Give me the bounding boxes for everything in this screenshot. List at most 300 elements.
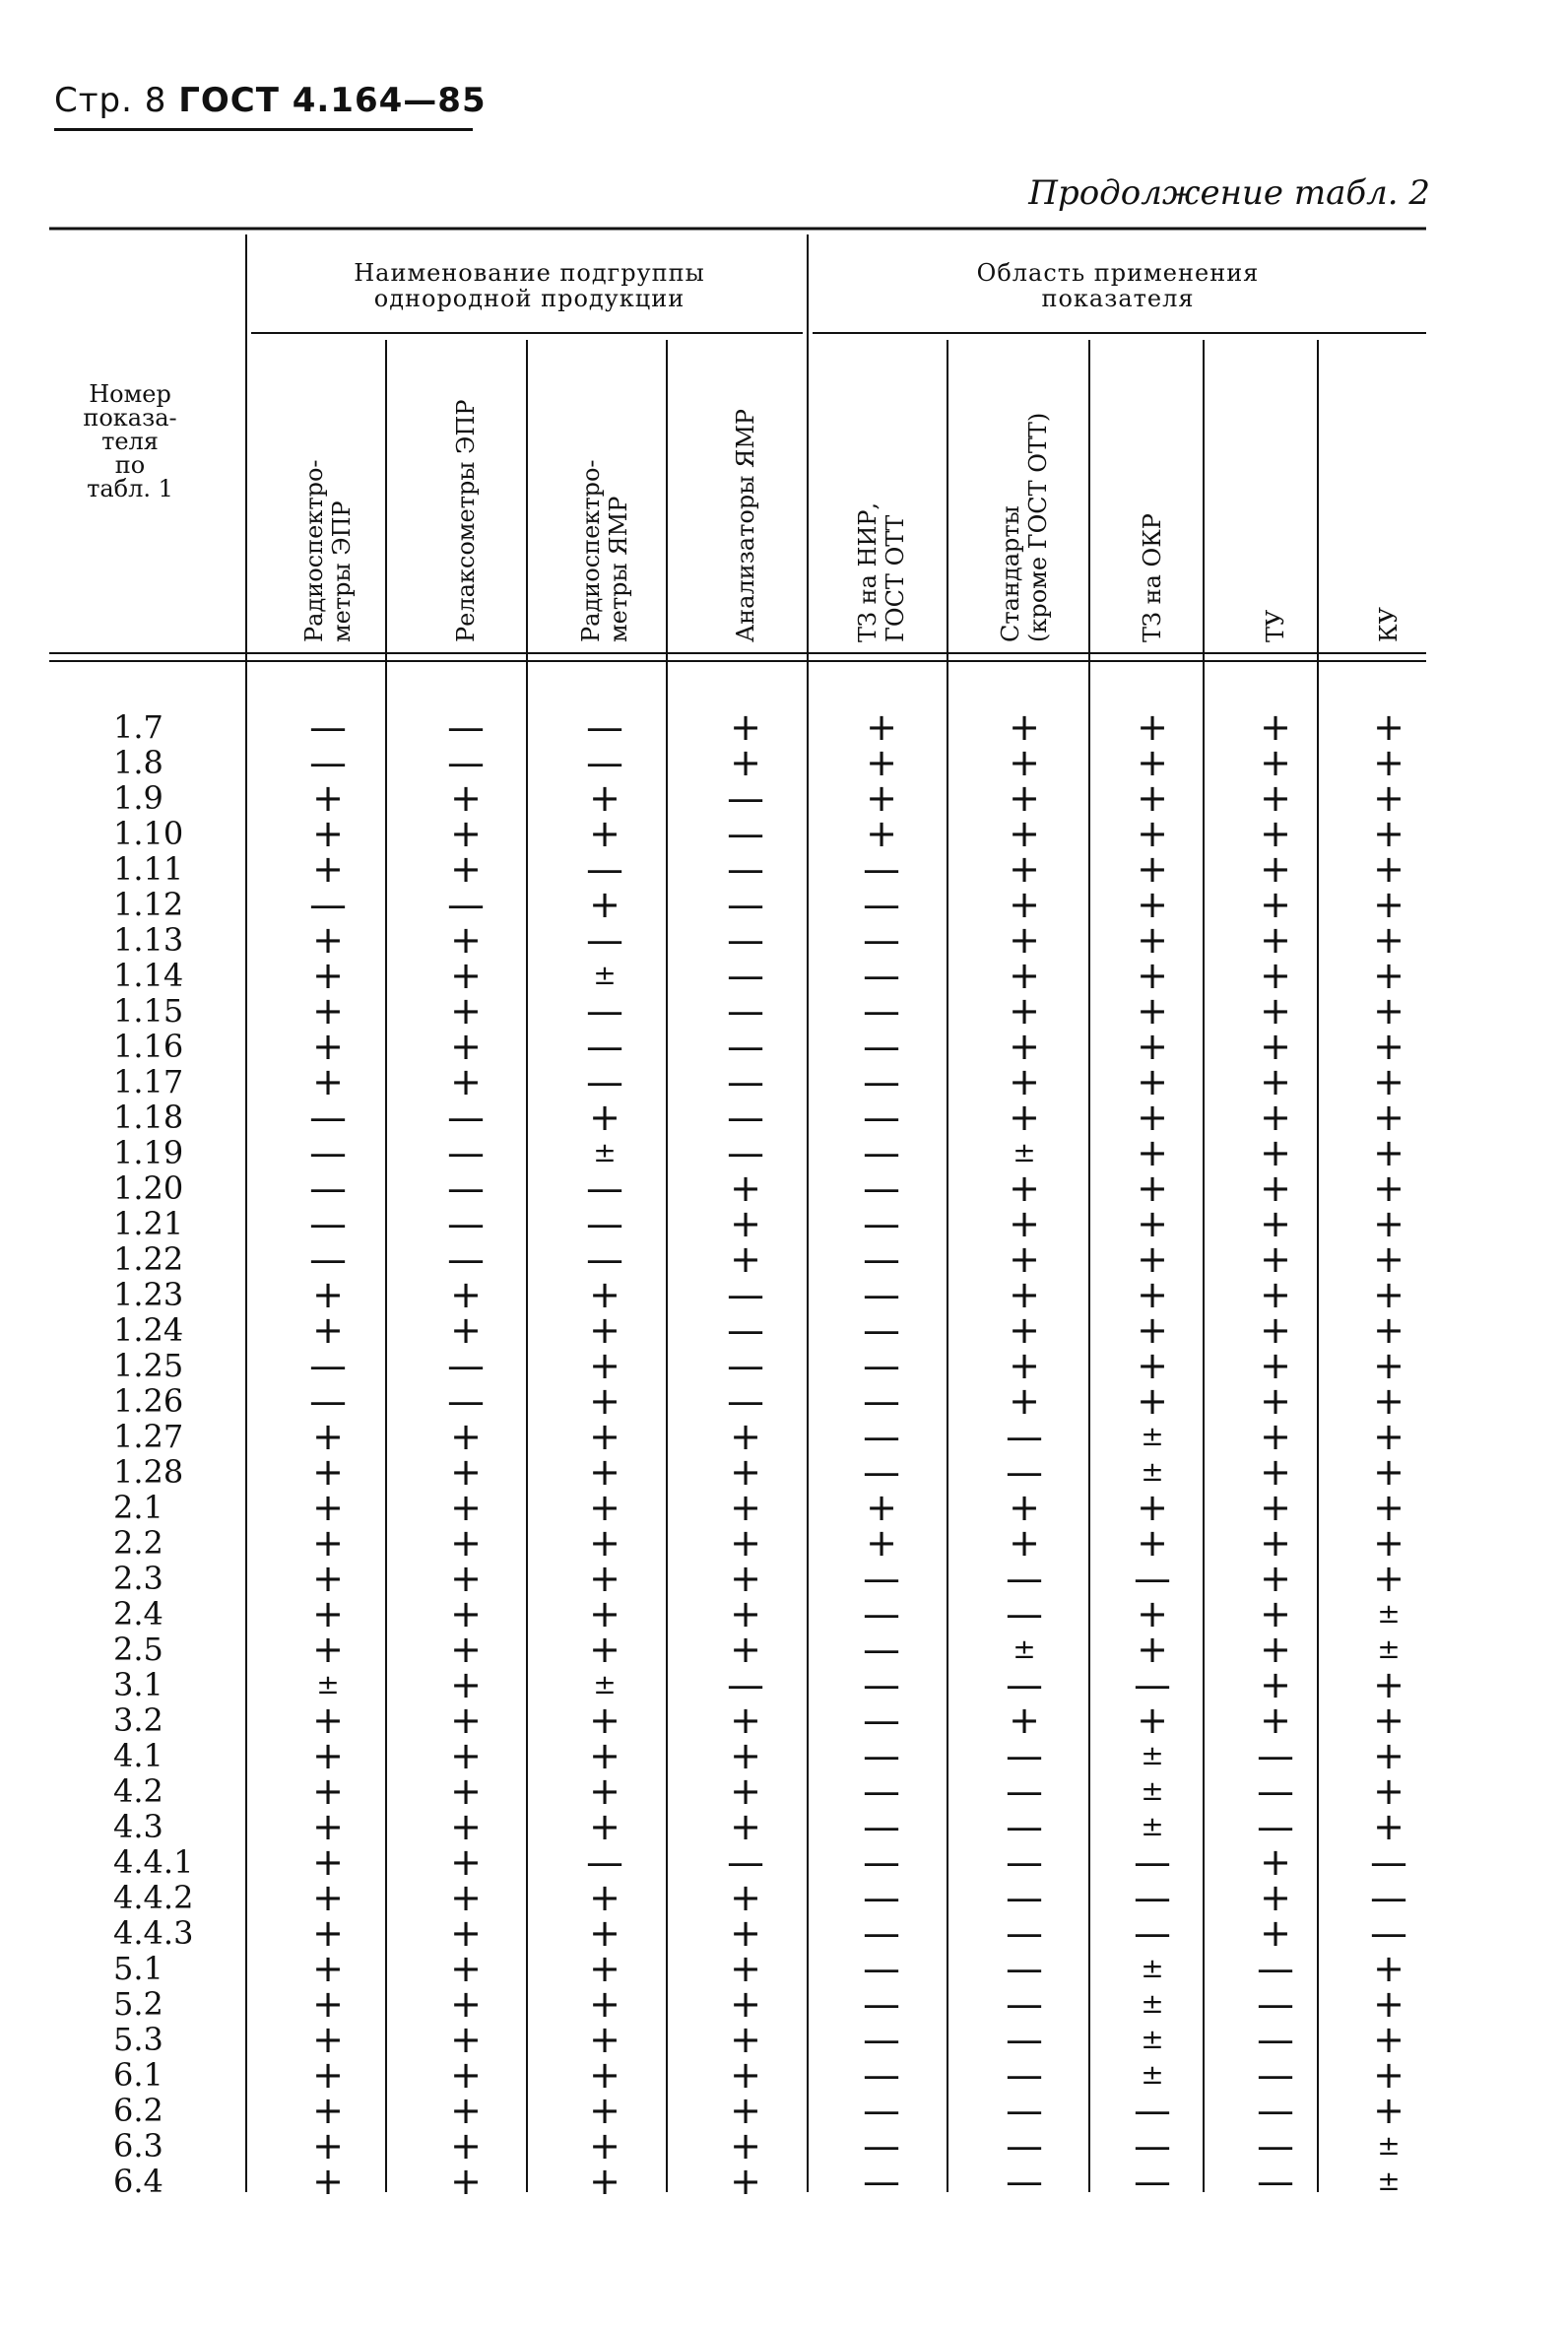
table-cell: — bbox=[1006, 2124, 1043, 2167]
table-cell: — bbox=[863, 2124, 900, 2167]
table-cell: + bbox=[1260, 812, 1291, 855]
table-cell: + bbox=[312, 2124, 344, 2167]
table-cell: — bbox=[447, 1237, 485, 1281]
table-cell: + bbox=[589, 2053, 621, 2097]
table-cell: + bbox=[1137, 954, 1168, 997]
area-heading-line: показателя bbox=[1041, 285, 1195, 312]
table-cell: + bbox=[1137, 1379, 1168, 1423]
table-cell: — bbox=[586, 989, 623, 1033]
row-number: 1.22 bbox=[113, 1240, 184, 1278]
table-cell: + bbox=[312, 1876, 344, 1919]
table-cell: + bbox=[1009, 1379, 1040, 1423]
row-number: 4.3 bbox=[113, 1808, 163, 1845]
table-cell: + bbox=[312, 1947, 344, 1990]
row-number: 1.15 bbox=[113, 992, 184, 1030]
table-cell: + bbox=[1373, 1379, 1405, 1423]
table-cell: — bbox=[1370, 1911, 1407, 1955]
table-cell: + bbox=[1137, 1699, 1168, 1742]
table-cell: + bbox=[450, 1699, 482, 1742]
row-number: 1.7 bbox=[113, 708, 163, 746]
table-cell: + bbox=[312, 1415, 344, 1458]
table-cell: + bbox=[589, 776, 621, 820]
table-cell: — bbox=[1006, 1911, 1043, 1955]
table-cell: + bbox=[450, 1947, 482, 1990]
table-cell: — bbox=[309, 1379, 347, 1423]
table-cell: — bbox=[1134, 1876, 1171, 1919]
table-cell: + bbox=[1373, 1734, 1405, 1777]
table-cell: + bbox=[1137, 1166, 1168, 1210]
table-cell: — bbox=[727, 1025, 764, 1068]
column-header-line: Радиоспектро- bbox=[577, 459, 605, 642]
table-cell: — bbox=[863, 1628, 900, 1671]
table-cell: + bbox=[1373, 1237, 1405, 1281]
row-number: 3.1 bbox=[113, 1666, 163, 1703]
table-cell: — bbox=[1006, 1734, 1043, 1777]
table-cell: + bbox=[312, 812, 344, 855]
table-cell: + bbox=[866, 741, 897, 784]
table-cell: + bbox=[589, 1415, 621, 1458]
table-cell: — bbox=[447, 1131, 485, 1174]
table-cell: — bbox=[1257, 2160, 1294, 2203]
table-cell: + bbox=[450, 918, 482, 962]
row-number: 2.5 bbox=[113, 1631, 163, 1668]
row-number: 1.25 bbox=[113, 1347, 184, 1384]
table-cell: ± bbox=[1377, 1597, 1401, 1630]
table-cell: — bbox=[727, 847, 764, 891]
table-cell: — bbox=[863, 1450, 900, 1494]
table-cell: — bbox=[447, 1096, 485, 1139]
table-cell: + bbox=[1260, 1450, 1291, 1494]
column-header-7 bbox=[1139, 513, 1166, 642]
table-cell: + bbox=[589, 812, 621, 855]
page-number: Стр. 8 bbox=[54, 81, 167, 120]
table-cell: + bbox=[450, 1273, 482, 1316]
table-cell: + bbox=[312, 1911, 344, 1955]
table-cell: + bbox=[1009, 1273, 1040, 1316]
table-cell: + bbox=[1260, 989, 1291, 1033]
table-cell: — bbox=[1257, 1805, 1294, 1848]
table-cell: + bbox=[1260, 1876, 1291, 1919]
table-cell: + bbox=[1137, 1096, 1168, 1139]
table-cell: + bbox=[312, 1769, 344, 1813]
row-number: 6.3 bbox=[113, 2127, 163, 2165]
table-cell: + bbox=[1373, 2053, 1405, 2097]
table-cell: + bbox=[1137, 812, 1168, 855]
row-number: 4.4.3 bbox=[113, 1914, 194, 1952]
table-cell: + bbox=[730, 1521, 761, 1565]
table-cell: + bbox=[312, 1734, 344, 1777]
table-cell: + bbox=[1373, 1415, 1405, 1458]
table-cell: — bbox=[863, 847, 900, 891]
table-cell: — bbox=[1006, 1450, 1043, 1494]
column-header-9 bbox=[1375, 607, 1403, 642]
row-number: 1.16 bbox=[113, 1028, 184, 1065]
table-cell: + bbox=[1373, 1557, 1405, 1600]
table-cell: ± bbox=[1141, 1987, 1164, 2020]
table-cell: + bbox=[312, 2018, 344, 2061]
table-cell: + bbox=[589, 1699, 621, 1742]
table-cell: + bbox=[1373, 1947, 1405, 1990]
table-cell: — bbox=[1134, 1840, 1171, 1884]
table-cell: — bbox=[1006, 1805, 1043, 1848]
table-cell: ± bbox=[1141, 1739, 1164, 1771]
table-cell: — bbox=[586, 1166, 623, 1210]
table-cell: — bbox=[1257, 2053, 1294, 2097]
table-cell: + bbox=[1373, 883, 1405, 926]
table-cell: + bbox=[1009, 989, 1040, 1033]
table-cell: ± bbox=[593, 1136, 617, 1168]
table-cell: ± bbox=[1013, 1136, 1036, 1168]
row-number: 4.4.2 bbox=[113, 1879, 194, 1916]
table-cell: — bbox=[309, 1131, 347, 1174]
table-cell: ± bbox=[593, 959, 617, 991]
table-cell: — bbox=[586, 1840, 623, 1884]
table-cell: + bbox=[450, 2089, 482, 2132]
table-cell: + bbox=[450, 1911, 482, 1955]
table-cell: + bbox=[1137, 1344, 1168, 1387]
table-cell: + bbox=[1137, 883, 1168, 926]
table-cell: + bbox=[312, 2053, 344, 2097]
table-cell: + bbox=[1260, 705, 1291, 749]
table-cell: + bbox=[1009, 741, 1040, 784]
table-cell: — bbox=[863, 2053, 900, 2097]
table-cell: + bbox=[866, 705, 897, 749]
table-cell: — bbox=[1006, 1769, 1043, 1813]
number-header-line: табл. 1 bbox=[87, 475, 173, 502]
table-cell: — bbox=[727, 1344, 764, 1387]
table-cell: + bbox=[312, 1273, 344, 1316]
table-cell: — bbox=[1257, 1734, 1294, 1777]
area-heading-line: Область применения bbox=[976, 259, 1260, 287]
table-cell: + bbox=[1373, 1202, 1405, 1245]
table-cell: + bbox=[730, 1415, 761, 1458]
table-cell: — bbox=[586, 918, 623, 962]
table-cell: + bbox=[1137, 1628, 1168, 1671]
table-cell: + bbox=[1009, 705, 1040, 749]
table-cell: + bbox=[1260, 1911, 1291, 1955]
table-cell: + bbox=[730, 1166, 761, 1210]
table-cell: + bbox=[1260, 741, 1291, 784]
row-number: 1.20 bbox=[113, 1169, 184, 1207]
row-number: 1.14 bbox=[113, 957, 184, 994]
table-cell: ± bbox=[593, 1668, 617, 1700]
table-cell: + bbox=[450, 989, 482, 1033]
table-cell: + bbox=[589, 1592, 621, 1635]
table-cell: — bbox=[863, 1982, 900, 2026]
table-cell: + bbox=[589, 2089, 621, 2132]
table-cell: — bbox=[447, 705, 485, 749]
table-cell: + bbox=[1260, 1131, 1291, 1174]
table-cell: — bbox=[1006, 1876, 1043, 1919]
column-header-8 bbox=[1262, 610, 1289, 642]
table-cell: + bbox=[1373, 1096, 1405, 1139]
table-cell: + bbox=[1009, 918, 1040, 962]
table-cell: + bbox=[1137, 1237, 1168, 1281]
table-cell: — bbox=[863, 1592, 900, 1635]
table-cell: — bbox=[586, 1237, 623, 1281]
table-cell: + bbox=[589, 1379, 621, 1423]
table-cell: — bbox=[1006, 1947, 1043, 1990]
table-cell: + bbox=[1373, 1805, 1405, 1848]
number-header-line: по bbox=[114, 451, 146, 479]
table-cell: — bbox=[863, 2018, 900, 2061]
table-cell: — bbox=[863, 1166, 900, 1210]
row-number: 2.3 bbox=[113, 1560, 163, 1597]
table-cell: + bbox=[1373, 1025, 1405, 1068]
table-cell: + bbox=[1137, 1131, 1168, 1174]
table-cell: + bbox=[730, 2018, 761, 2061]
table-cell: — bbox=[863, 1273, 900, 1316]
table-cell: + bbox=[1009, 1096, 1040, 1139]
table-cell: — bbox=[863, 989, 900, 1033]
table-cell: + bbox=[1009, 954, 1040, 997]
table-cell: + bbox=[312, 1628, 344, 1671]
table-cell: + bbox=[312, 1521, 344, 1565]
table-cell: + bbox=[450, 1308, 482, 1352]
table-cell: ± bbox=[1377, 2165, 1401, 2197]
table-cell: + bbox=[1373, 1982, 1405, 2026]
table-cell: + bbox=[1373, 954, 1405, 997]
table-cell: + bbox=[730, 1202, 761, 1245]
row-number: 5.1 bbox=[113, 1950, 163, 1987]
table-cell: — bbox=[309, 741, 347, 784]
table-cell: + bbox=[589, 1521, 621, 1565]
table-cell: + bbox=[589, 2018, 621, 2061]
table-cell: + bbox=[1373, 1308, 1405, 1352]
column-header-line: ГОСТ ОТТ bbox=[882, 514, 909, 642]
table-cell: + bbox=[589, 1557, 621, 1600]
table-cell: + bbox=[312, 1060, 344, 1103]
table-cell: + bbox=[312, 847, 344, 891]
table-cell: + bbox=[730, 1769, 761, 1813]
row-number: 1.13 bbox=[113, 921, 184, 959]
table-cell: + bbox=[312, 1557, 344, 1600]
table-cell: + bbox=[1009, 776, 1040, 820]
table-cell: + bbox=[1260, 1379, 1291, 1423]
table-cell: + bbox=[1260, 1237, 1291, 1281]
table-cell: + bbox=[1373, 1131, 1405, 1174]
table-cell: + bbox=[730, 1982, 761, 2026]
table-cell: — bbox=[586, 1060, 623, 1103]
table-cell: + bbox=[1260, 1096, 1291, 1139]
table-cell: + bbox=[730, 705, 761, 749]
table-cell: + bbox=[730, 2053, 761, 2097]
table-cell: — bbox=[1006, 1663, 1043, 1706]
table-cell: — bbox=[863, 1415, 900, 1458]
row-number: 4.4.1 bbox=[113, 1843, 194, 1881]
table-cell: — bbox=[727, 776, 764, 820]
table-cell: + bbox=[589, 1486, 621, 1529]
table-cell: + bbox=[730, 1557, 761, 1600]
table-cell: — bbox=[863, 1805, 900, 1848]
table-cell: + bbox=[1373, 918, 1405, 962]
table-cell: + bbox=[1009, 1344, 1040, 1387]
table-cell: — bbox=[727, 1096, 764, 1139]
table-cell: + bbox=[450, 1734, 482, 1777]
table-cell: — bbox=[863, 1663, 900, 1706]
column-header-5 bbox=[854, 502, 909, 642]
table-cell: + bbox=[450, 1521, 482, 1565]
table-cell: + bbox=[589, 1273, 621, 1316]
number-header-line: Номер bbox=[89, 380, 171, 408]
table-cell: + bbox=[1373, 776, 1405, 820]
table-cell: — bbox=[727, 1840, 764, 1884]
table-cell: + bbox=[1009, 1060, 1040, 1103]
table-cell: — bbox=[1006, 1592, 1043, 1635]
table-cell: — bbox=[1257, 2018, 1294, 2061]
table-cell: — bbox=[863, 954, 900, 997]
table-cell: + bbox=[1373, 1344, 1405, 1387]
column-header-line: Стандарты bbox=[997, 505, 1024, 642]
table-cell: + bbox=[1137, 1521, 1168, 1565]
table-cell: + bbox=[730, 2160, 761, 2203]
row-number: 6.2 bbox=[113, 2092, 163, 2129]
table-cell: + bbox=[866, 776, 897, 820]
row-number: 4.1 bbox=[113, 1737, 163, 1774]
table-cell: — bbox=[1006, 1982, 1043, 2026]
table-cell: + bbox=[589, 1911, 621, 1955]
table-cell: — bbox=[586, 1025, 623, 1068]
table-cell: — bbox=[863, 883, 900, 926]
table-cell: + bbox=[312, 1982, 344, 2026]
column-header-line: метры ЭПР bbox=[328, 500, 356, 642]
table-cell: — bbox=[727, 918, 764, 962]
table-cell: + bbox=[1260, 1415, 1291, 1458]
table-cell: + bbox=[1137, 776, 1168, 820]
table-cell: + bbox=[1373, 1166, 1405, 1210]
subgroup-heading-line: Наименование подгруппы bbox=[354, 259, 705, 287]
row-number: 1.19 bbox=[113, 1134, 184, 1171]
table-cell: + bbox=[730, 1486, 761, 1529]
column-header-1 bbox=[300, 459, 356, 642]
row-number: 2.2 bbox=[113, 1524, 163, 1562]
table-cell: + bbox=[1260, 1202, 1291, 1245]
table-cell: + bbox=[1260, 1592, 1291, 1635]
table-cell: + bbox=[1260, 1025, 1291, 1068]
row-number: 5.2 bbox=[113, 1985, 163, 2023]
table-cell: + bbox=[450, 1060, 482, 1103]
indicator-number-header bbox=[61, 382, 199, 500]
table-cell: ± bbox=[1141, 1810, 1164, 1842]
row-number: 1.18 bbox=[113, 1099, 184, 1136]
table-cell: + bbox=[730, 1628, 761, 1671]
table-cell: + bbox=[1137, 1202, 1168, 1245]
table-cell: + bbox=[450, 1663, 482, 1706]
table-cell: + bbox=[589, 1876, 621, 1919]
subgroup-heading bbox=[256, 260, 803, 311]
table-cell: + bbox=[1009, 812, 1040, 855]
table-cell: + bbox=[1260, 1557, 1291, 1600]
table-cell: + bbox=[450, 1840, 482, 1884]
table-cell: + bbox=[312, 776, 344, 820]
number-header-line: показа- bbox=[83, 404, 177, 432]
table-cell: ± bbox=[1377, 2129, 1401, 2162]
table-cell: + bbox=[730, 1237, 761, 1281]
table-cell: + bbox=[1137, 989, 1168, 1033]
row-number: 1.9 bbox=[113, 779, 163, 817]
column-header-line: ТЗ на НИР, bbox=[854, 501, 882, 642]
table-cell: — bbox=[727, 883, 764, 926]
table-cell: — bbox=[863, 1379, 900, 1423]
table-cell: + bbox=[866, 812, 897, 855]
row-number: 1.27 bbox=[113, 1418, 184, 1455]
table-cell: + bbox=[450, 2053, 482, 2097]
row-number: 6.1 bbox=[113, 2056, 163, 2094]
table-cell: — bbox=[586, 847, 623, 891]
table-cell: — bbox=[863, 1840, 900, 1884]
table-cell: — bbox=[1006, 1557, 1043, 1600]
table-cell: + bbox=[1260, 1486, 1291, 1529]
table-cell: + bbox=[1260, 918, 1291, 962]
table-cell: + bbox=[1009, 1308, 1040, 1352]
row-number: 2.1 bbox=[113, 1489, 163, 1526]
table-cell: + bbox=[1260, 1840, 1291, 1884]
table-cell: — bbox=[1257, 1947, 1294, 1990]
table-cell: + bbox=[1137, 1592, 1168, 1635]
table-cell: + bbox=[1009, 1486, 1040, 1529]
table-cell: + bbox=[730, 741, 761, 784]
table-cell: + bbox=[450, 1805, 482, 1848]
table-cell: + bbox=[450, 776, 482, 820]
table-cell: + bbox=[450, 2018, 482, 2061]
table-cell: — bbox=[1257, 2089, 1294, 2132]
row-number: 1.8 bbox=[113, 744, 163, 781]
row-number: 1.11 bbox=[113, 850, 184, 888]
table-cell: — bbox=[1370, 1876, 1407, 1919]
table-cell: + bbox=[1009, 1202, 1040, 1245]
table-cell: + bbox=[589, 2160, 621, 2203]
table-cell: — bbox=[727, 1379, 764, 1423]
table-cell: + bbox=[1137, 705, 1168, 749]
row-number: 1.24 bbox=[113, 1311, 184, 1349]
table-cell: — bbox=[1257, 2124, 1294, 2167]
table-cell: + bbox=[1373, 1699, 1405, 1742]
table-cell: + bbox=[1373, 705, 1405, 749]
table-cell: — bbox=[447, 1379, 485, 1423]
table-cell: + bbox=[450, 1450, 482, 1494]
table-cell: — bbox=[309, 1237, 347, 1281]
table-cell: + bbox=[312, 989, 344, 1033]
table-cell: + bbox=[730, 1947, 761, 1990]
table-cell: + bbox=[1373, 989, 1405, 1033]
row-number: 1.10 bbox=[113, 815, 184, 852]
table-cell: + bbox=[312, 1486, 344, 1529]
table-cell: — bbox=[727, 1663, 764, 1706]
table-cell: — bbox=[727, 954, 764, 997]
table-cell: — bbox=[863, 1947, 900, 1990]
table-cell: + bbox=[312, 918, 344, 962]
table-cell: + bbox=[866, 1486, 897, 1529]
column-header-line: (кроме ГОСТ ОТТ) bbox=[1024, 412, 1052, 642]
table-cell: + bbox=[1260, 1060, 1291, 1103]
table-cell: + bbox=[589, 1628, 621, 1671]
table-cell: — bbox=[447, 1166, 485, 1210]
number-header-line: теля bbox=[101, 428, 159, 455]
table-cell: — bbox=[447, 1202, 485, 1245]
table-cell: + bbox=[1373, 2018, 1405, 2061]
table-cell: + bbox=[312, 1592, 344, 1635]
table-cell: — bbox=[863, 1096, 900, 1139]
table-cell: — bbox=[863, 1308, 900, 1352]
table-cell: — bbox=[586, 1202, 623, 1245]
table-cell: + bbox=[1373, 2089, 1405, 2132]
table-cell: + bbox=[589, 1734, 621, 1777]
table-cell: — bbox=[727, 1131, 764, 1174]
table-cell: + bbox=[589, 1096, 621, 1139]
table-cell: + bbox=[312, 2089, 344, 2132]
table-cell: — bbox=[863, 1876, 900, 1919]
table-cell: + bbox=[589, 1982, 621, 2026]
